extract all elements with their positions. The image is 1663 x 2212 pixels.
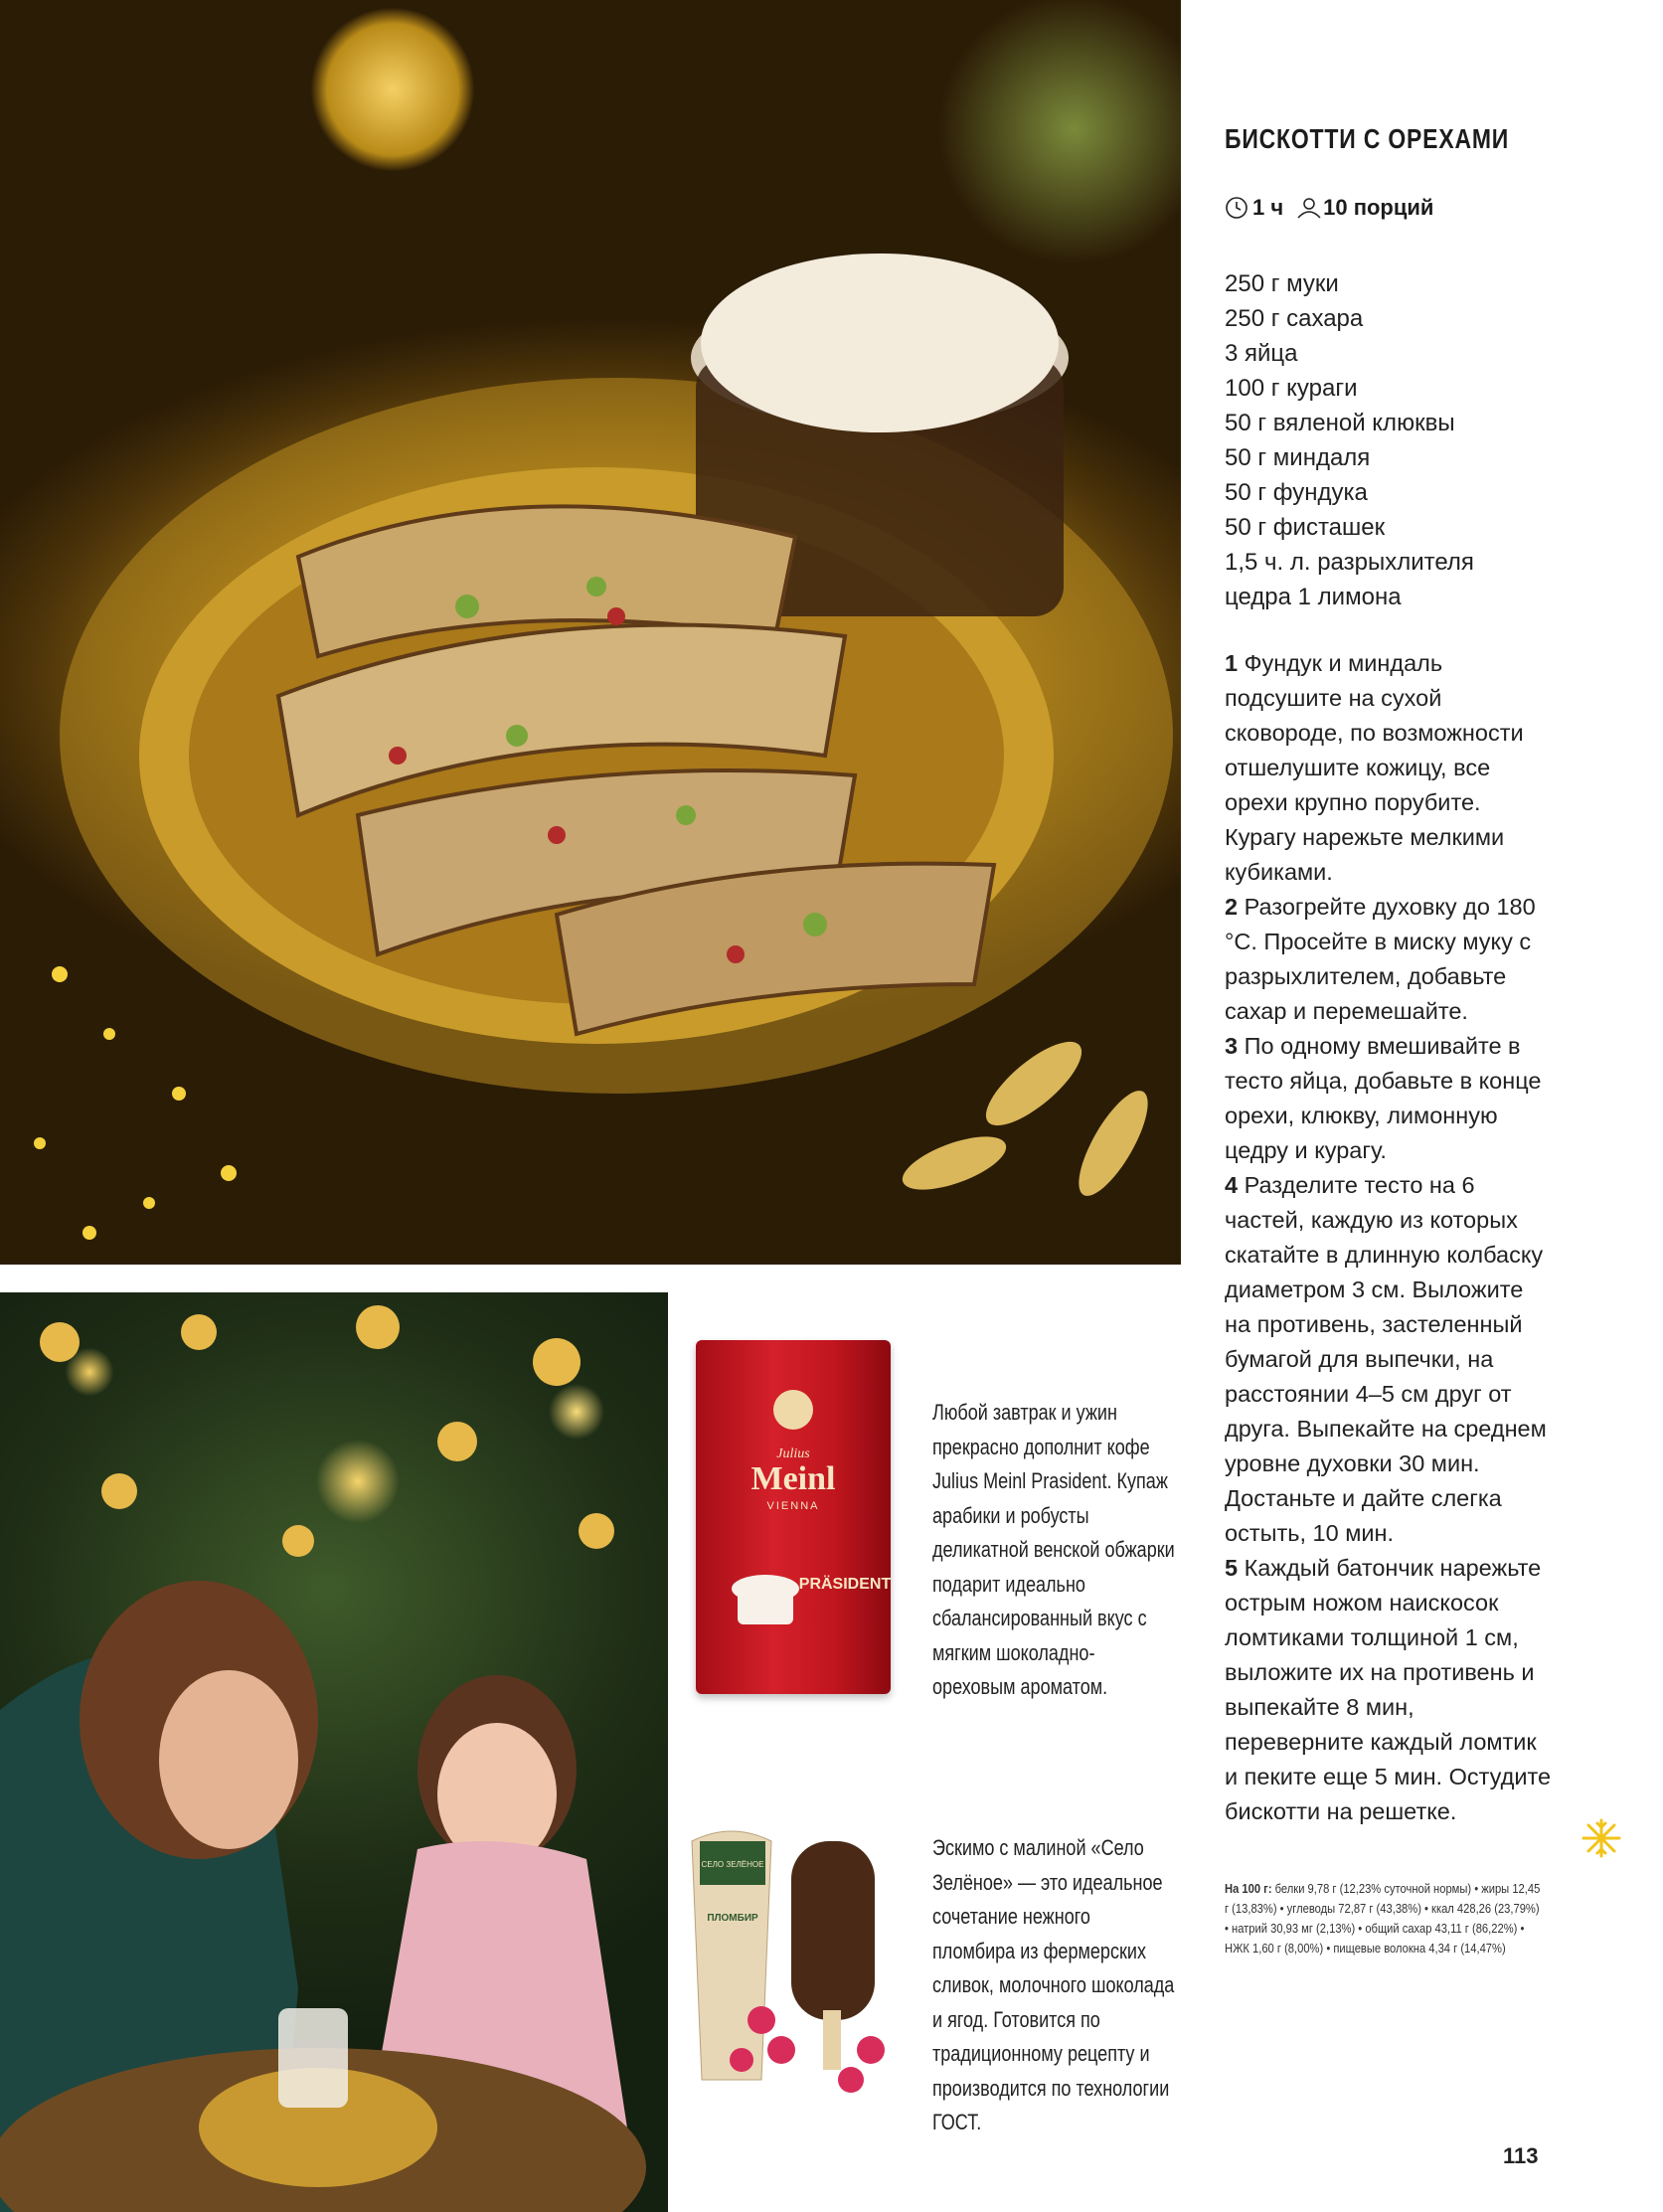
recipe-step	[1225, 1168, 1553, 1551]
snowflake-icon	[1580, 1817, 1622, 1859]
icecream-promo-text: Эскимо с малиной «Село Зелёное» — это идеальное сочетание нежного пломбира из фермерских сливок, молочного шоколада и ягод. Готовится по традиционному рецепту и производится по технологии ГОСТ.	[932, 1835, 1175, 2134]
recipe-title: БИСКОТТИ С ОРЕХАМИ	[1225, 123, 1510, 154]
recipe-time: 1 ч	[1252, 195, 1284, 220]
step-number: 2	[1225, 894, 1239, 920]
ingredient-item: 100 г кураги	[1225, 375, 1358, 402]
ingredient-item: 250 г муки	[1225, 270, 1339, 297]
nutrition-text: белки 9,78 г (12,23% суточной нормы) • жиры 12,45 г (13,83%) • углеводы 72,87 г (43,38%) • ккал 428,26 (23,79%) • натрий 30,93 мг (2,13%) • общий сахар 43,11 г (86,22%) • НЖК 1,60 г (8,00%) • пищевые волокна 4,34 г (14,47%)	[1225, 1881, 1541, 1956]
step-number: 1	[1225, 650, 1239, 676]
page-number: 113	[1503, 2143, 1539, 2168]
hero-photo-biscotti	[0, 0, 1181, 1265]
step-number: 4	[1225, 1172, 1239, 1198]
family-illustration	[0, 1292, 668, 2212]
recipe-step	[1225, 1029, 1553, 1168]
ingredient-item: 50 г миндаля	[1225, 444, 1371, 471]
recipe-steps	[1225, 646, 1553, 1829]
hero-illustration	[0, 0, 1181, 1265]
step-text: Каждый батончик нарежьте острым ножом наискосок ломтиками толщиной 1 см, выложите их на противень и выпекайте 8 мин, переверните каждый ломтик и пеките еще 5 мин. Остудите бискотти на решетке.	[1225, 1555, 1552, 1824]
step-text: Разогрейте духовку до 180 °С. Просейте в миску муку с разрыхлителем, добавьте сахар и перемешайте.	[1225, 894, 1536, 1024]
coffee-package-illustration	[696, 1340, 891, 1694]
coffee-city: VIENNA	[766, 1500, 820, 1512]
nutrition-info	[1225, 1879, 1543, 1958]
step-text: Разделите тесто на 6 частей, каждую из которых скатайте в длинную колбаску диаметром 3 см. Выложите на противень, застеленный бумагой для выпечки, на расстоянии 4–5 см друг от друга. Выпекайте на среднем уровне духовки 30 мин. Достаньте и дайте слегка остыть, 10 мин.	[1225, 1172, 1547, 1546]
coffee-product: PRÄSIDENT	[798, 1576, 891, 1593]
recipe-step	[1225, 890, 1553, 1029]
ingredient-item: 50 г вяленой клюквы	[1225, 410, 1455, 436]
coffee-package-image	[696, 1340, 891, 1694]
coffee-brand: Meinl	[750, 1460, 836, 1497]
icecream-product: ПЛОМБИР	[707, 1913, 758, 1924]
ingredients-list	[1225, 266, 1474, 614]
ingredient-item: 1,5 ч. л. разрыхлителя	[1225, 549, 1474, 576]
recipe-servings: 10 порций	[1323, 195, 1434, 220]
family-photo	[0, 1292, 668, 2212]
step-number: 5	[1225, 1555, 1239, 1581]
ingredient-item: цедра 1 лимона	[1225, 584, 1402, 610]
icecream-illustration	[682, 1821, 920, 2100]
ingredient-item: 50 г фисташек	[1225, 514, 1386, 541]
recipe-meta	[1225, 195, 1433, 221]
step-text: По одному вмешивайте в тесто яйца, добавьте в конце орехи, клюкву, лимонную цедру и курагу.	[1225, 1033, 1542, 1163]
step-number: 3	[1225, 1033, 1239, 1059]
person-icon	[1295, 196, 1319, 220]
ingredient-item: 3 яйца	[1225, 340, 1298, 367]
recipe-step	[1225, 646, 1553, 890]
icecream-brand: СЕЛО ЗЕЛЁНОЕ	[701, 1860, 764, 1869]
icecream-image	[682, 1821, 920, 2100]
coffee-promo-text: Любой завтрак и ужин прекрасно дополнит кофе Julius Meinl Prasident. Купаж арабики и робусты деликатной венской обжарки подарит идеально сбалансированный вкус с мягким шоколадно-ореховым ароматом.	[932, 1400, 1175, 1699]
recipe-step	[1225, 1551, 1553, 1829]
coffee-brand-small: Julius	[776, 1446, 810, 1461]
nutrition-label: На 100 г:	[1225, 1881, 1272, 1896]
ingredient-item: 250 г сахара	[1225, 305, 1364, 332]
ingredient-item: 50 г фундука	[1225, 479, 1368, 506]
step-text: Фундук и миндаль подсушите на сухой сковороде, по возможности отшелушите кожицу, все орехи крупно порубите. Курагу нарежьте мелкими кубиками.	[1225, 650, 1524, 885]
clock-icon	[1225, 196, 1248, 220]
